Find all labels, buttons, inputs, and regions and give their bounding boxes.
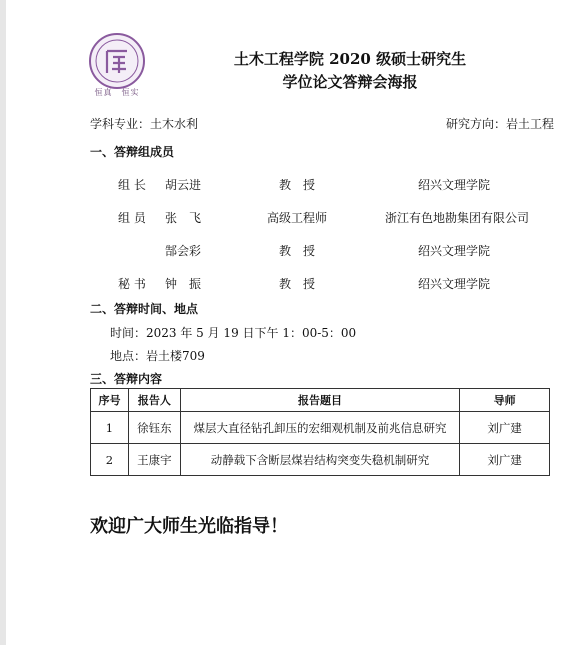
table-row <box>91 412 550 444</box>
poster-title-line1: 土木工程学院 2020 级硕士研究生 <box>233 50 467 68</box>
welcome-message: 欢迎广大师生光临指导！ <box>90 516 288 537</box>
member-org: 绍兴文理学院 <box>418 178 491 192</box>
poster-title-line2: 学位论文答辩会海报 <box>282 73 418 91</box>
research-direction-label: 研究方向：岩土工程 <box>446 117 555 131</box>
report-topic: 煤层大直径钻孔卸压的宏细观机制及前兆信息研究 <box>180 412 459 444</box>
advisor-name: 刘广建 <box>460 412 550 444</box>
content-heading: 三、答辩内容 <box>90 372 163 386</box>
member-name: 张 飞 <box>165 211 202 225</box>
member-org: 浙江有色地勘集团有限公司 <box>385 211 530 225</box>
committee-heading: 一、答辩组成员 <box>90 145 175 159</box>
member-title: 教 授 <box>279 244 316 258</box>
member-role: 组 员 <box>118 211 146 225</box>
column-header: 序号 <box>91 389 129 412</box>
row-number: 2 <box>91 444 129 476</box>
report-topic: 动静载下含断层煤岩结构突变失稳机制研究 <box>180 444 459 476</box>
table-row <box>91 444 550 476</box>
university-seal-icon <box>88 32 146 90</box>
defense-place: 地点：岩土楼709 <box>110 349 205 363</box>
major-label: 学科专业：土木水利 <box>90 117 199 131</box>
member-role: 组 长 <box>118 178 146 192</box>
member-name: 郜会彩 <box>165 244 202 258</box>
column-header: 报告题目 <box>180 389 459 412</box>
row-number: 1 <box>91 412 129 444</box>
column-header: 报告人 <box>128 389 180 412</box>
member-title: 教 授 <box>279 178 316 192</box>
presenter-name: 徐钰东 <box>128 412 180 444</box>
member-org: 绍兴文理学院 <box>418 277 491 291</box>
advisor-name: 刘广建 <box>460 444 550 476</box>
column-header: 导师 <box>460 389 550 412</box>
table-header-row <box>91 389 550 412</box>
member-role: 秘 书 <box>118 277 146 291</box>
member-name: 钟 振 <box>165 277 202 291</box>
seal-motto: 恒真 恒实 <box>94 88 140 97</box>
presenter-name: 王康宇 <box>128 444 180 476</box>
member-org: 绍兴文理学院 <box>418 244 491 258</box>
defense-time: 时间：2023 年 5 月 19 日下午 1：00-5：00 <box>110 326 357 340</box>
defense-table <box>90 388 550 476</box>
member-title: 教 授 <box>279 277 316 291</box>
schedule-heading: 二、答辩时间、地点 <box>90 302 199 316</box>
page-edge <box>0 0 6 645</box>
member-title: 高级工程师 <box>267 211 328 225</box>
member-name: 胡云进 <box>165 178 202 192</box>
